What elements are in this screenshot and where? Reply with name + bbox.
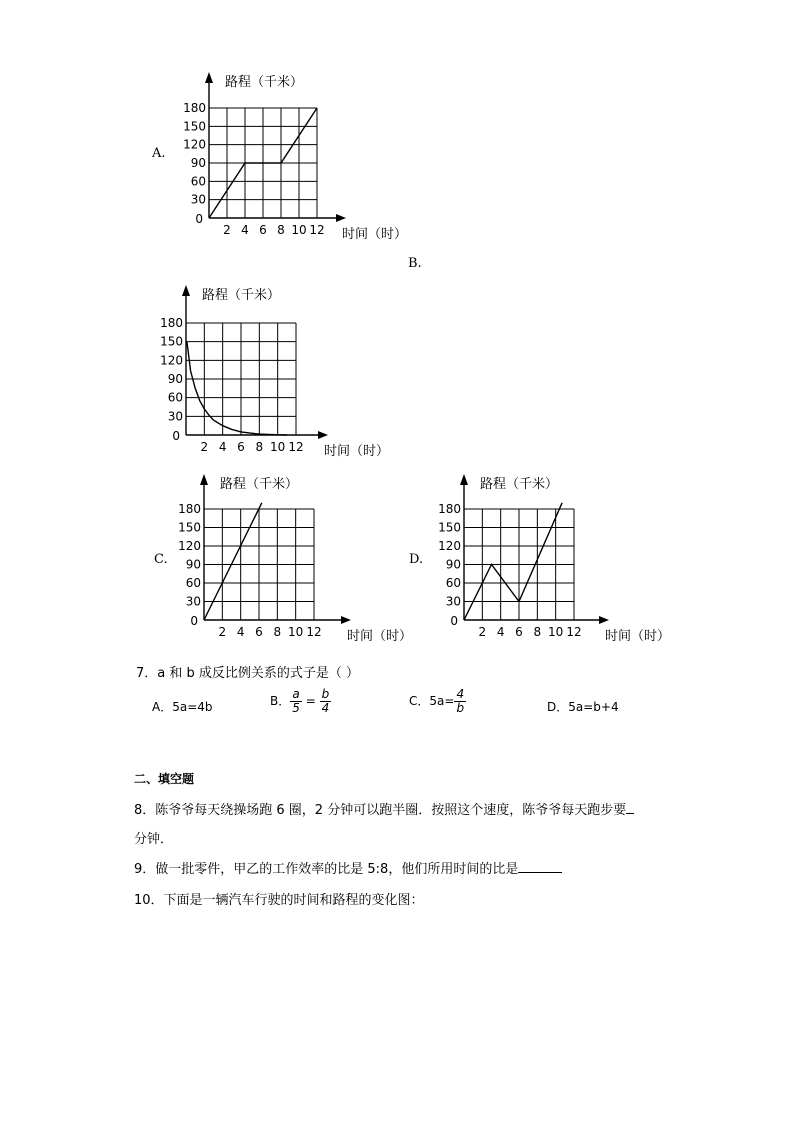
- y-tick-label: 30: [167, 409, 183, 424]
- question-7-stem: 7．a 和 b 成反比例关系的式子是（ ）: [136, 666, 360, 681]
- x-tick-label: 6: [515, 625, 523, 639]
- y-tick-label: 120: [438, 539, 461, 553]
- y-tick-label: 30: [190, 192, 206, 207]
- y-tick-label: 60: [167, 390, 183, 405]
- option-c-label: C.: [154, 552, 168, 567]
- origin-label: 0: [450, 614, 458, 628]
- x-axis-title: 时间（时）: [342, 227, 408, 242]
- y-tick-label: 150: [183, 119, 206, 134]
- question-10: 10．下面是一辆汽车行驶的时间和路程的变化图：: [134, 893, 424, 908]
- x-tick-label: 10: [288, 625, 304, 639]
- q7-option-c: [409, 688, 466, 715]
- y-tick-label: 60: [190, 174, 206, 189]
- y-axis-title: 路程（千米）: [220, 477, 299, 492]
- option-a-label: A.: [152, 146, 166, 161]
- fraction-denominator: 4: [321, 701, 330, 715]
- x-tick-label: 12: [288, 440, 304, 454]
- y-tick-label: 30: [445, 594, 461, 609]
- fraction-denominator: 5: [292, 701, 300, 715]
- question-8-line-2: 分钟．: [134, 832, 174, 847]
- x-tick-label: 8: [277, 223, 285, 237]
- x-tick-label: 8: [533, 625, 542, 639]
- chart-d: [438, 474, 671, 652]
- fraction-numerator: b: [320, 688, 332, 702]
- x-tick-label: 10: [270, 440, 286, 454]
- y-tick-label: 120: [178, 539, 201, 553]
- y-axis-title: 路程（千米）: [225, 75, 304, 90]
- y-tick-label: 120: [183, 137, 206, 152]
- x-tick-label: 2: [200, 440, 209, 454]
- x-tick-label: 2: [223, 223, 231, 237]
- y-tick-label: 180: [178, 502, 201, 516]
- q7-option-c-prefix: C．5a=: [409, 694, 455, 708]
- y-axis-arrow: [205, 72, 213, 83]
- q7-option-a: A．5a=4b: [152, 700, 213, 714]
- y-tick-label: 150: [160, 334, 183, 349]
- q7-option-b-prefix: B．: [270, 694, 291, 708]
- x-tick-label: 2: [478, 625, 487, 639]
- x-tick-label: 4: [241, 223, 249, 237]
- x-tick-label: 4: [496, 625, 505, 639]
- x-axis-arrow: [318, 431, 328, 439]
- question-8-line-1: [134, 799, 634, 818]
- question-9: [134, 858, 562, 877]
- q7-option-d: D．5a=b+4: [547, 700, 619, 714]
- y-tick-label: 150: [178, 520, 201, 535]
- y-tick-label: 30: [185, 594, 201, 609]
- y-tick-label: 180: [183, 101, 206, 115]
- fraction-numerator: a: [290, 688, 302, 702]
- x-axis-title: 时间（时）: [347, 629, 413, 644]
- y-tick-label: 180: [160, 316, 183, 330]
- answer-blank[interactable]: [626, 813, 634, 814]
- y-axis-title: 路程（千米）: [480, 477, 559, 492]
- chart-b: [160, 287, 390, 462]
- x-tick-label: 10: [548, 625, 564, 639]
- question-9-text: 9．做一批零件，甲乙的工作效率的比是 5:8，他们所用时间的比是: [134, 862, 519, 877]
- series-line: [187, 342, 287, 435]
- series-line: [204, 503, 262, 620]
- x-tick-label: 10: [291, 223, 307, 237]
- x-tick-label: 6: [259, 223, 267, 237]
- x-axis-title: 时间（时）: [605, 629, 671, 644]
- origin-label: 0: [172, 429, 180, 443]
- section-heading: 二、填空题: [134, 772, 195, 786]
- x-axis-arrow: [599, 616, 609, 624]
- y-axis-arrow: [460, 474, 468, 485]
- x-tick-label: 6: [237, 440, 245, 454]
- equals-sign: =: [305, 694, 316, 708]
- fraction-a-over-5: [290, 688, 302, 715]
- x-tick-label: 8: [273, 625, 282, 639]
- y-axis-arrow: [200, 474, 208, 485]
- fraction-numerator: 4: [456, 687, 465, 701]
- option-b-label: B.: [408, 256, 422, 271]
- x-tick-label: 12: [306, 625, 322, 639]
- x-tick-label: 4: [218, 440, 227, 454]
- x-axis-title: 时间（时）: [324, 444, 390, 459]
- option-d-label: D.: [409, 552, 424, 567]
- y-tick-label: 60: [185, 576, 201, 590]
- x-tick-label: 12: [566, 625, 582, 639]
- chart-a: [185, 72, 415, 247]
- chart-c: [178, 474, 413, 649]
- y-tick-label: 90: [167, 372, 183, 386]
- fraction-denominator: b: [456, 701, 465, 715]
- origin-label: 0: [190, 614, 198, 628]
- fraction-4-over-b: [454, 688, 466, 715]
- answer-blank[interactable]: [518, 872, 562, 873]
- y-tick-label: 90: [445, 557, 461, 572]
- y-tick-label: 60: [445, 576, 461, 590]
- y-axis-title: 路程（千米）: [202, 288, 281, 303]
- y-tick-label: 120: [160, 353, 183, 368]
- fraction-b-over-4: [320, 688, 332, 715]
- y-axis-arrow: [182, 285, 190, 296]
- x-tick-label: 2: [218, 625, 227, 639]
- x-tick-label: 4: [236, 625, 245, 639]
- y-tick-label: 90: [185, 557, 201, 572]
- x-tick-label: 6: [255, 625, 263, 639]
- x-tick-label: 8: [255, 440, 264, 454]
- y-tick-label: 90: [190, 156, 206, 170]
- y-tick-label: 150: [438, 520, 461, 535]
- x-axis-arrow: [336, 214, 346, 222]
- question-8-text: 8．陈爷爷每天绕操场跑 6 圈，2 分钟可以跑半圈．按照这个速度，陈爷爷每天跑步要: [134, 803, 627, 818]
- series-line: [464, 503, 562, 620]
- x-axis-arrow: [341, 616, 351, 624]
- y-tick-label: 180: [438, 502, 461, 516]
- x-tick-label: 12: [309, 223, 325, 237]
- q7-option-b: [270, 688, 331, 715]
- origin-label: 0: [195, 212, 203, 226]
